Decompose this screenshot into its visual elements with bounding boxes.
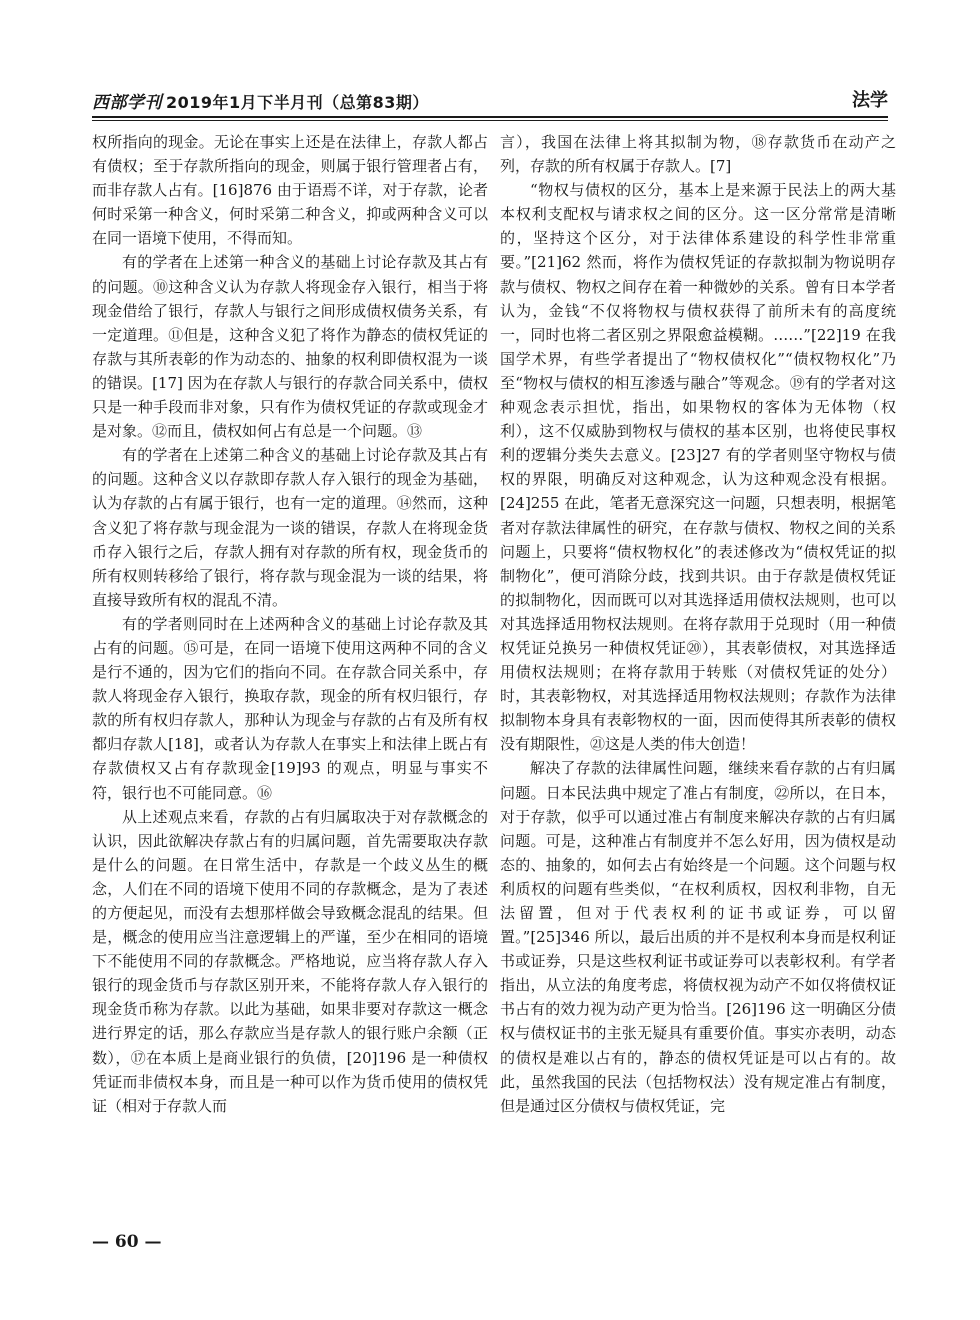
paragraph: 有的学者则同时在上述两种含义的基础上讨论存款及其占有的问题。⑮可是，在同一语境下使用这两种不同的含义是行不通的，因为它们的指向不同。在存款合同关系中，存款人将现金存入银行，换取存款，现金的所有权归银行，存款的所有权归存款人，那种认为现金与存款的占有及所有权都归存款人[18]，或者认为存款人在事实上和法律上既占有存款债权又占有存款现金[19]93 的观点，明显与事实不符，银行也不可能同意。⑯ bbox=[92, 614, 488, 802]
left-column bbox=[92, 130, 488, 1118]
header-rule-thin bbox=[92, 120, 888, 121]
journal-logo: 西部学刊 bbox=[92, 93, 162, 113]
right-column bbox=[500, 130, 896, 1118]
journal-issue bbox=[92, 88, 429, 113]
paragraph: 有的学者在上述第一种含义的基础上讨论存款及其占有的问题。⑩这种含义认为存款人将现金存入银行，相当于将现金借给了银行，存款人与银行之间形成债权债务关系，有一定道理。⑪但是，这种含义犯了将作为静态的债权凭证的存款与其所表彰的作为动态的、抽象的权利即债权混为一谈的错误。[17] 因为在存款人与银行的存款合同关系中，债权只是一种手段而非对象，只有作为债权凭证的存款或现金才是对象。⑫而且，债权如何占有总是一个问题。⑬ bbox=[92, 253, 488, 441]
paragraph: 有的学者在上述第二种含义的基础上讨论存款及其占有的问题。这种含义以存款即存款人存入银行的现金为基础，认为存款的占有属于银行，也有一定的道理。⑭然而，这种含义犯了将存款与现金混为一谈的错误，存款人在将现金货币存入银行之后，存款人拥有对存款的所有权，现金货币的所有权则转移给了银行，将存款与现金混为一谈的结果，将直接导致所有权的混乱不清。 bbox=[92, 446, 488, 609]
paragraph: “物权与债权的区分，基本上是来源于民法上的两大基本权利支配权与请求权之间的区分。这一区分常常是清晰的，坚持这个区分，对于法律体系建设的科学性非常重要。”[21]62 然而，将作为债权凭证的存款拟制为物说明存款与债权、物权之间存在着一种微妙的关系。曾有日本学者认为，金钱“不仅将物权与债权获得了前所未有的高度统一，同时也将二者区别之界限愈益模糊。……”[22]19 在我国学术界，有些学者提出了“物权债权化”“债权物权化”乃至“物权与债权的相互渗透与融合”等观念。⑲有的学者对这种观念表示担忧，指出，如果物权的客体为无体物（权利），这不仅威胁到物权与债权的基本区别，也将使民事权利的逻辑分类失去意义。[23]27 有的学者则坚守物权与债权的界限，明确反对这种观念，认为这种观念没有根据。[24]255 在此，笔者无意深究这一问题，只想表明，根据笔者对存款法律属性的研究，在存款与债权、物权之间的关系问题上，只要将“债权物权化”的表述修改为“债权凭证的拟制物化”，便可消除分歧，找到共识。由于存款是债权凭证的拟制物化，因而既可以对其选择适用债权法规则，也可以对其选择适用物权法规则。在将存款用于兑现时（用一种债权凭证兑换另一种债权凭证⑳），其表彰债权，对其选择适用债权法规则；在将存款用于转账（对债权凭证的处分）时，其表彰物权，对其选择适用物权法规则；存款作为法律拟制物本身具有表彰物权的一面，因而使得其所表彰的债权没有期限性，㉑这是人类的伟大创造！ bbox=[500, 181, 896, 754]
paragraph: 解决了存款的法律属性问题，继续来看存款的占有归属问题。日本民法典中规定了准占有制度，㉒所以，在日本，对于存款，似乎可以通过准占有制度来解决存款的占有归属问题。可是，这种准占有制度并不怎么好用，因为债权是动态的、抽象的，如何去占有始终是一个问题。这个问题与权利质权的问题有些类似，“在权利质权，因权利非物，自无法留置，但对于代表权利的证书或证券，可以留置。”[25]346 所以，最后出质的并不是权利本身而是权利证书或证券，只是这些权利证书或证券可以表彰权利。有学者指出，从立法的角度考虑，将债权视为动产不如仅将债权证书占有的效力视为动产更为恰当。[26]196 这一明确区分债权与债权证书的主张无疑具有重要价值。事实亦表明，动态的债权是难以占有的，静态的债权凭证是可以占有的。故此，虽然我国的民法（包括物权法）没有规定准占有制度，但是通过区分债权与债权凭证，完 bbox=[500, 759, 896, 1115]
section-label: 法学 bbox=[852, 90, 888, 111]
issue-label: 2019年1月下半月刊（总第83期） bbox=[166, 93, 429, 112]
header-rule bbox=[92, 116, 888, 118]
paragraph: 言），我国在法律上将其拟制为物，⑱存款货币在动产之列，存款的所有权属于存款人。[7] bbox=[500, 133, 896, 176]
page-number: — 60 — bbox=[92, 1232, 162, 1252]
paragraph: 从上述观点来看，存款的占有归属取决于对存款概念的认识，因此欲解决存款占有的归属问题，首先需要取决存款是什么的问题。在日常生活中，存款是一个歧义丛生的概念，人们在不同的语境下使用不同的存款概念，是为了表述的方便起见，而没有去想那样做会导致概念混乱的结果。但是，概念的使用应当注意逻辑上的严谨，至少在相同的语境下不能使用不同的存款概念。严格地说，应当将存款人存入银行的现金货币与存款区别开来，不能将存款人存入银行的现金货币称为存款。以此为基础，如果非要对存款这一概念进行界定的话，那么存款应当是存款人的银行账户余额（正数），⑰在本质上是商业银行的负债，[20]196 是一种债权凭证而非债权本身，而且是一种可以作为货币使用的债权凭证（相对于存款人而 bbox=[92, 807, 488, 1115]
paragraph: 权所指向的现金。无论在事实上还是在法律上，存款人都占有债权；至于存款所指向的现金，则属于银行管理者占有，而非存款人占有。[16]876 由于语焉不详，对于存款，论者何时采第一种含义，何时采第二种含义，抑或两种含义可以在同一语境下使用，不得而知。 bbox=[92, 133, 488, 248]
running-header bbox=[92, 84, 888, 114]
